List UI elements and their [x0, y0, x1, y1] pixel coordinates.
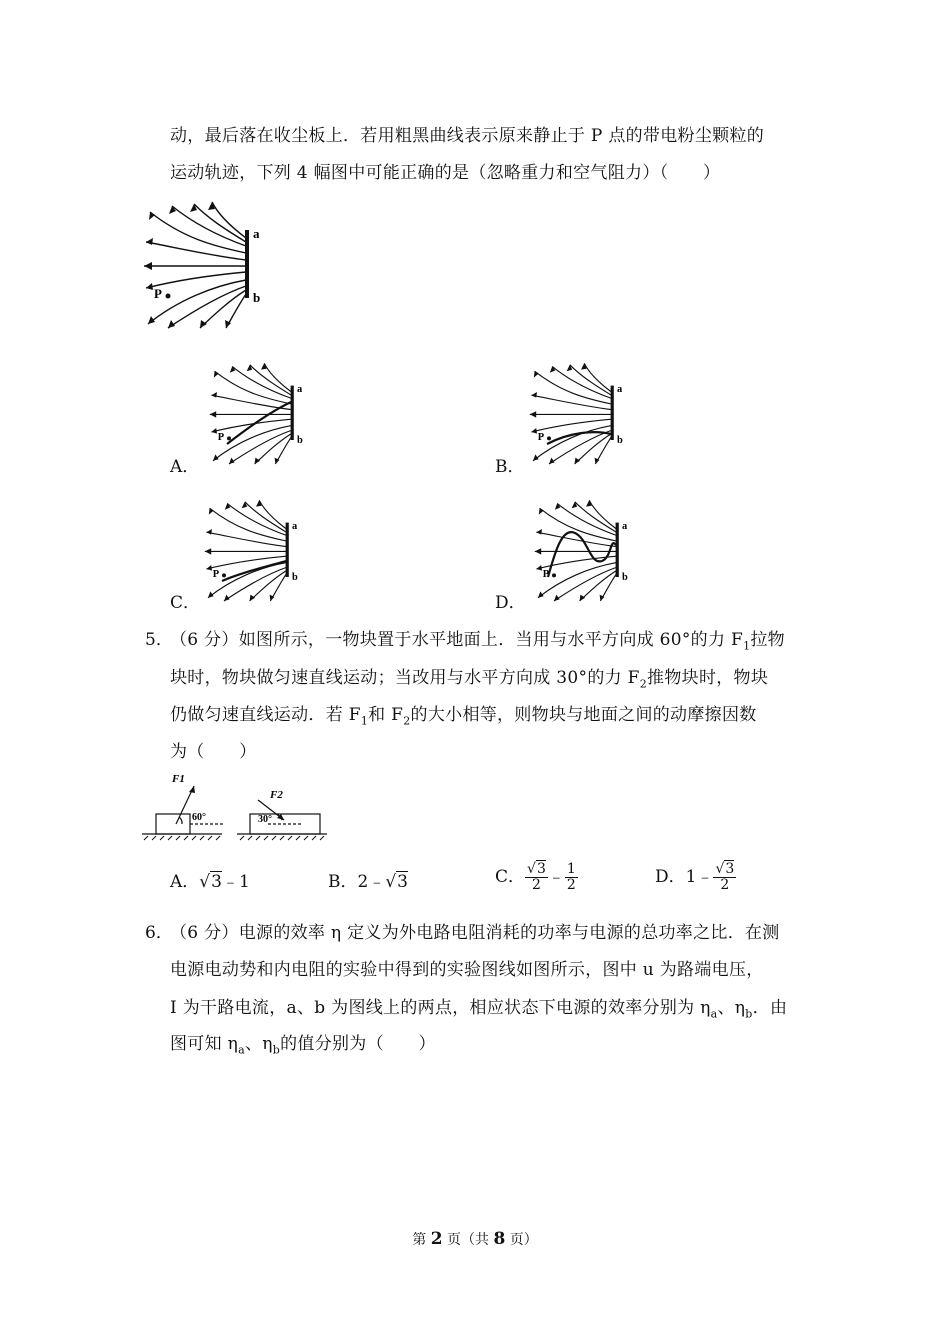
f2-label: F2 — [270, 789, 283, 801]
q5-text-line-2: 块时，物块做匀速直线运动；当改用与水平方向成 30°的力 $F_2$推物块时，物块 — [170, 668, 769, 691]
option-d-figure — [530, 497, 640, 607]
label-b-copy: b — [617, 435, 623, 447]
q6-number: 6． — [145, 923, 173, 943]
q5-number: 5． — [145, 630, 173, 650]
q6-text-line-4: 图可知 $\eta_a$、$\eta_b$的值分别为（ ） — [170, 1034, 436, 1057]
angle-60-label: 60° — [192, 812, 206, 823]
label-p-copy: P — [542, 569, 550, 580]
q4-option-c-label: C． — [170, 593, 201, 613]
q4-option-a-label: A． — [170, 457, 200, 477]
label-p: P — [154, 286, 162, 301]
label-a: a — [253, 226, 260, 241]
q4-text-line-1: 动，最后落在收尘板上．若用粗黑曲线表示原来静止于 P 点的带电粉尘颗粒的 — [170, 126, 765, 146]
label-a-copy: a — [617, 384, 623, 395]
label-a-copy: a — [292, 521, 298, 532]
q6-text-line-3: I 为干路电流，a、b 为图线上的两点，相应状态下电源的效率分别为 $\eta_a$、$\eta_b$．由 — [170, 998, 788, 1021]
q4-option-d-label: D． — [495, 593, 526, 613]
label-p-copy: P — [217, 432, 225, 443]
page-footer: 第 2 页（共 8 页） — [412, 1229, 538, 1249]
force-diagram-figure — [142, 770, 332, 845]
label-b-copy: b — [622, 572, 628, 584]
field-lines-figure — [138, 198, 278, 333]
q5-option-a: A．√3﹣1 — [170, 872, 250, 892]
q4-text-line-2: 运动轨迹，下列 4 幅图中可能正确的是（忽略重力和空气阻力）（ ） — [170, 163, 721, 183]
label-a-copy: a — [622, 521, 628, 532]
label-p-copy: P — [212, 569, 220, 580]
option-c-figure — [200, 497, 310, 607]
q5-text-line-3: 仍做匀速直线运动．若 $F_1$和 $F_2$的大小相等，则物块与地面之间的动摩擦因数 — [170, 705, 757, 728]
label-a-copy: a — [297, 384, 303, 395]
label-b: b — [253, 290, 261, 305]
label-b-copy: b — [297, 435, 303, 447]
f1-label: F1 — [172, 773, 185, 785]
option-a-figure — [205, 360, 315, 470]
q5-text-line-4: 为（ ） — [170, 742, 257, 762]
label-p-copy: P — [537, 432, 545, 443]
q4-option-b-label: B． — [495, 457, 525, 477]
option-b-figure — [525, 360, 635, 470]
q6-text-line-2: 电源电动势和内电阻的实验中得到的实验图线如图所示，图中 u 为路端电压， — [170, 960, 764, 980]
q5-option-d: D．1﹣ $\frac{√3}{2}$ — [655, 861, 735, 893]
q6-text-line-1: （6 分）电源的效率 η 定义为外电路电阻消耗的功率与电源的总功率之比．在测 — [170, 923, 780, 943]
angle-30-label: 30° — [258, 814, 272, 825]
label-b-copy: b — [292, 572, 298, 584]
q5-text-line-1: （6 分）如图所示，一物块置于水平地面上．当用与水平方向成 60°的力 $F_1$拉物 — [170, 630, 785, 653]
q5-option-b: B．2﹣√3 — [328, 872, 408, 892]
q5-option-c: C． $\frac{√3}{2}$ ﹣ $\frac{1}{2}$ — [495, 861, 576, 893]
